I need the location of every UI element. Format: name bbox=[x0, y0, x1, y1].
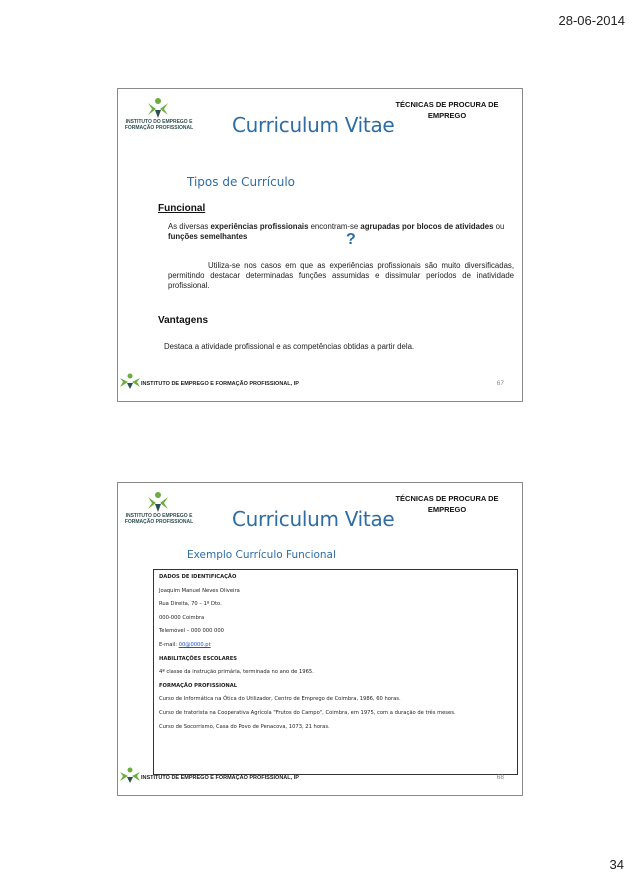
cv-id-heading: DADOS DE IDENTIFICAÇÃO bbox=[159, 574, 237, 580]
vantagens-heading: Vantagens bbox=[158, 315, 209, 326]
funcional-heading: Funcional bbox=[158, 203, 206, 214]
text-part-bold: agrupadas por blocos de atividades bbox=[360, 222, 494, 231]
cv-email-row bbox=[159, 642, 512, 648]
slide-number: 67 bbox=[496, 380, 504, 387]
text-part-bold: experiências profissionais bbox=[210, 222, 309, 231]
header-right: TÉCNICAS DE PROCURA DE EMPREGO bbox=[395, 100, 499, 120]
page-date: 28-06-2014 bbox=[558, 13, 625, 28]
slide-title: Curriculum Vitae bbox=[232, 113, 395, 137]
slide-68 bbox=[117, 482, 523, 796]
logo-text: INSTITUTO DO EMPREGO E FORMAÇÃO PROFISSIONAL bbox=[124, 513, 194, 525]
question-mark-icon: ? bbox=[346, 231, 356, 248]
slide-footer bbox=[118, 771, 522, 787]
slide-number: 68 bbox=[496, 774, 504, 781]
cv-training-item: Curso de Socorrismo, Casa do Povo de Penacova, 1073, 21 horas. bbox=[159, 723, 330, 730]
logo-text: INSTITUTO DO EMPREGO E FORMAÇÃO PROFISSIONAL bbox=[124, 119, 194, 131]
cv-email-link[interactable]: 00@0000.pt bbox=[178, 641, 211, 648]
page-number: 34 bbox=[609, 857, 624, 872]
cv-training-item: Curso de tratorista na Cooperativa Agrícola "Frutos do Campo", Coimbra, em 1975, com a duração de três meses. bbox=[159, 709, 456, 716]
cv-postal: 000-000 Coimbra bbox=[159, 614, 205, 621]
usage-paragraph: Utiliza-se nos casos em que as experiências profissionais são muito diversificadas, permitindo destacar determinadas funções assumidas e dissimular períodos de inatividade profissional. bbox=[168, 261, 514, 290]
text-part-bold: funções semelhantes bbox=[168, 232, 248, 241]
footer-logo-icon bbox=[118, 373, 142, 389]
cv-edu: 4ª classe da instrução primária, terminada no ano de 1965. bbox=[159, 669, 314, 676]
logo-mark-icon bbox=[146, 491, 170, 513]
slide-footer bbox=[118, 377, 522, 393]
institute-logo bbox=[124, 491, 194, 531]
logo-mark-icon bbox=[146, 97, 170, 119]
slide-subtitle: Exemplo Currículo Funcional bbox=[187, 549, 336, 561]
slide-title: Curriculum Vitae bbox=[232, 507, 395, 531]
slide-67 bbox=[117, 88, 523, 402]
cv-edu-heading: HABILITAÇÕES ESCOLARES bbox=[159, 655, 238, 662]
funcional-description bbox=[168, 222, 514, 242]
footer-logo-icon bbox=[118, 767, 142, 783]
vantagens-text: Destaca a atividade profissional e as competências obtidas a partir dela. bbox=[164, 342, 415, 351]
header-right: TÉCNICAS DE PROCURA DE EMPREGO bbox=[395, 494, 499, 514]
footer-text: INSTITUTO DE EMPREGO E FORMAÇÃO PROFISSIONAL, IP bbox=[141, 381, 299, 387]
cv-street: Rua Direita, 70 – 1º Dto. bbox=[159, 601, 222, 608]
institute-logo bbox=[124, 97, 194, 137]
cv-phone: Telemóvel – 000 000 000 bbox=[159, 628, 224, 635]
cv-email-label: E-mail: bbox=[159, 641, 179, 648]
cv-training-heading: FORMAÇÃO PROFISSIONAL bbox=[159, 682, 238, 689]
text-part: ou bbox=[493, 222, 505, 231]
text-part: encontram-se bbox=[308, 222, 361, 231]
cv-training-item: Curso de Informática na Ótica do Utilizador, Centro de Emprego de Coimbra, 1986, 60 horas. bbox=[159, 696, 401, 703]
cv-name: Joaquim Manuel Neves Oliveira bbox=[159, 587, 240, 594]
text-part: As diversas bbox=[168, 222, 211, 231]
footer-text: INSTITUTO DE EMPREGO E FORMAÇÃO PROFISSIONAL, IP bbox=[141, 775, 299, 781]
cv-example-box bbox=[153, 569, 518, 775]
slide-subtitle: Tipos de Currículo bbox=[187, 175, 295, 189]
